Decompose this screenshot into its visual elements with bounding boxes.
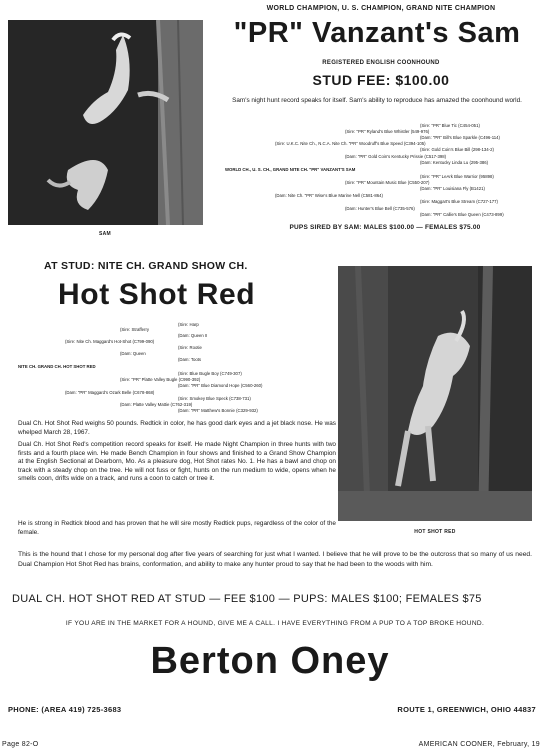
hotshot-pedigree-line: (Dam: "PR" Matthew's Bonnie (C329-932) [178, 408, 258, 413]
sam-pedigree-line: (Dam: Kentucky Linda Lu (295-386) [420, 160, 489, 165]
hotshot-photo-caption: HOT SHOT RED [414, 529, 456, 535]
page-number: Page 82-O [2, 741, 39, 748]
hotshot-pedigree-line: (Sire: Blue Bugle Boy (C749-307) [178, 371, 242, 376]
sam-pedigree-line: (Sire: "PR" LeArk Blue Warrior (95898) [420, 174, 494, 179]
hotshot-fee-line: DUAL CH. HOT SHOT RED AT STUD — FEE $100 — PUPS: MALES $100; FEMALES $75 [12, 593, 482, 605]
hotshot-pedigree-line: (Sire: Rootie [178, 345, 202, 350]
market-line: IF YOU ARE IN THE MARKET FOR A HOUND, GIVE ME A CALL. I HAVE EVERYTHING FROM A PUP TO A TOP BROKE HOUND. [65, 620, 485, 627]
hotshot-pedigree-line: (Dam: Queen II [178, 333, 208, 338]
sam-pedigree-line: (Dam: Nite Ch. "PR" Wise's Blue Marine Nell (C581-864) [275, 193, 383, 198]
sam-pedigree-name: WORLD CH., U. S. CH., GRAND NITE CH. "PR" VANZANT'S SAM [225, 167, 356, 172]
sam-photo-image [8, 20, 203, 225]
hotshot-description-1: Dual Ch. Hot Shot Red weighs 50 pounds. Redtick in color, he has good dark eyes and a jet black nose. He was whelped March 28, 1967. [18, 420, 336, 436]
sam-photo [8, 20, 203, 225]
sam-description: Sam's night hunt record speaks for itself. Sam's ability to reproduce has amazed the coonhound world. [232, 97, 522, 104]
sam-pedigree-line: (Dam: "PR" Bill's Blue Sparkle (C496-114) [420, 135, 500, 140]
hotshot-pedigree-line: (Dam: Toots [178, 357, 202, 362]
hotshot-at-stud: AT STUD: NITE CH. GRAND SHOW CH. [44, 260, 248, 272]
sam-pedigree-line: (Sire: "PR" Ryland's Blue Whistler (549-976) [345, 129, 430, 134]
sam-registration: REGISTERED ENGLISH COONHOUND [322, 60, 440, 66]
hotshot-pedigree-line: (Dam: "PR" Maggard's Ozark Belle (C678-868) [65, 390, 155, 395]
sam-pedigree-line: (Dam: Hunter's Blue Bell (C735-576) [345, 206, 415, 211]
hotshot-title: Hot Shot Red [58, 278, 256, 311]
hotshot-pedigree-line: (Sire: Harp [178, 322, 199, 327]
sam-pedigree-line: (Sire: "PR" Mountain Music Blue (C550-207) [345, 180, 430, 185]
sam-pedigree-line: (Dam: "PR" Callie's Blue Queen (C473-899) [420, 212, 504, 217]
sam-stud-fee: STUD FEE: $100.00 [312, 72, 450, 88]
hotshot-description-2: Dual Ch. Hot Shot Red's competition record speaks for itself. He made Night Champion in three hunts with two firsts and a fourth place win. He made Bench Champion in four shows and finished to a Grand Show Champion at the English Sectional at Dearborn, Mo. As a pleasure dog, Hot Shot rates No. 1. He has a bawl and chop on track with a steady chop on the tree. He will not fuss or fight, hunts on the run medium to wide, opens when he smells coon, drifts wide on a track, and runs a coon to catch or tree it. [18, 441, 336, 482]
hotshot-pedigree-line: (Sire: Smokey Blue Speck (C738-731) [178, 396, 251, 401]
hotshot-pedigree-line: (Dam: Platte Valley Mattie (C762-319) [120, 402, 193, 407]
owner-address: ROUTE 1, GREENWICH, OHIO 44837 [397, 705, 536, 714]
hotshot-pedigree-line: (Sire: "PR" Platte Valley Bugle (C990-392) [120, 377, 201, 382]
owner-phone: PHONE: (AREA 419) 725-3683 [8, 705, 122, 714]
hotshot-pedigree-line: (Dam: Queen [120, 351, 146, 356]
sam-pedigree-line: (Sire: "PR" Blue Tic (C454-051) [420, 123, 480, 128]
sam-title: "PR" Vanzant's Sam [233, 17, 521, 49]
sam-photo-caption: SAM [98, 231, 111, 237]
sam-pedigree-line: (Dam: "PR" Louisiana Fly (B1421) [420, 186, 485, 191]
hotshot-pedigree-name: NITE CH. GRAND CH. HOT SHOT RED [18, 364, 96, 369]
sam-pedigree-line: (Sire: U.K.C. Nite Ch., N.C.A. Nite Ch. "PR" Woodruff's Blue Speed (C394-105) [275, 141, 426, 146]
sam-pups-price: PUPS SIRED BY SAM: MALES $100.00 — FEMALES $75.00 [289, 224, 481, 231]
sam-pedigree-line: (Sire: Gold Coin's Blue Bill (298-134-2) [420, 147, 494, 152]
hotshot-description-4: This is the hound that I chose for my personal dog after five years of searching for just what I wanted. I believe that he will prove to be the outcross that so many of us need. Dual Champion Hot Shot Red has brains, conformation, and ability to make any hunter proud to say that he had been to the woods with him. [18, 551, 532, 568]
hotshot-description-3: He is strong in Redtick blood and has proven that he will sire mostly Redtick pups, regardless of the color of the female. [18, 520, 336, 536]
hotshot-pedigree-line: (Dam: "PR" Blue Diamond Hope (C560-260) [178, 383, 263, 388]
hotshot-pedigree-line: (Sire: Strafferry [120, 327, 150, 332]
owner-name: Berton Oney [150, 640, 390, 682]
sam-pedigree-line: (Sire: Maggart's Blue Stream (C727-177) [420, 199, 498, 204]
sam-pedigree-line: (Dam: "PR" Gold Coin's Kentucky Prissie (C517-398) [345, 154, 447, 159]
publication-footer: AMERICAN COONER, February, 19 [418, 741, 540, 748]
hotshot-pedigree-line: (Sire: Nite Ch. Maggard's Hot-Shot (C799-090) [65, 339, 155, 344]
hotshot-photo [338, 266, 532, 521]
hotshot-photo-image [338, 266, 532, 521]
sam-titles-line: WORLD CHAMPION, U. S. CHAMPION, GRAND NITE CHAMPION [266, 5, 496, 12]
